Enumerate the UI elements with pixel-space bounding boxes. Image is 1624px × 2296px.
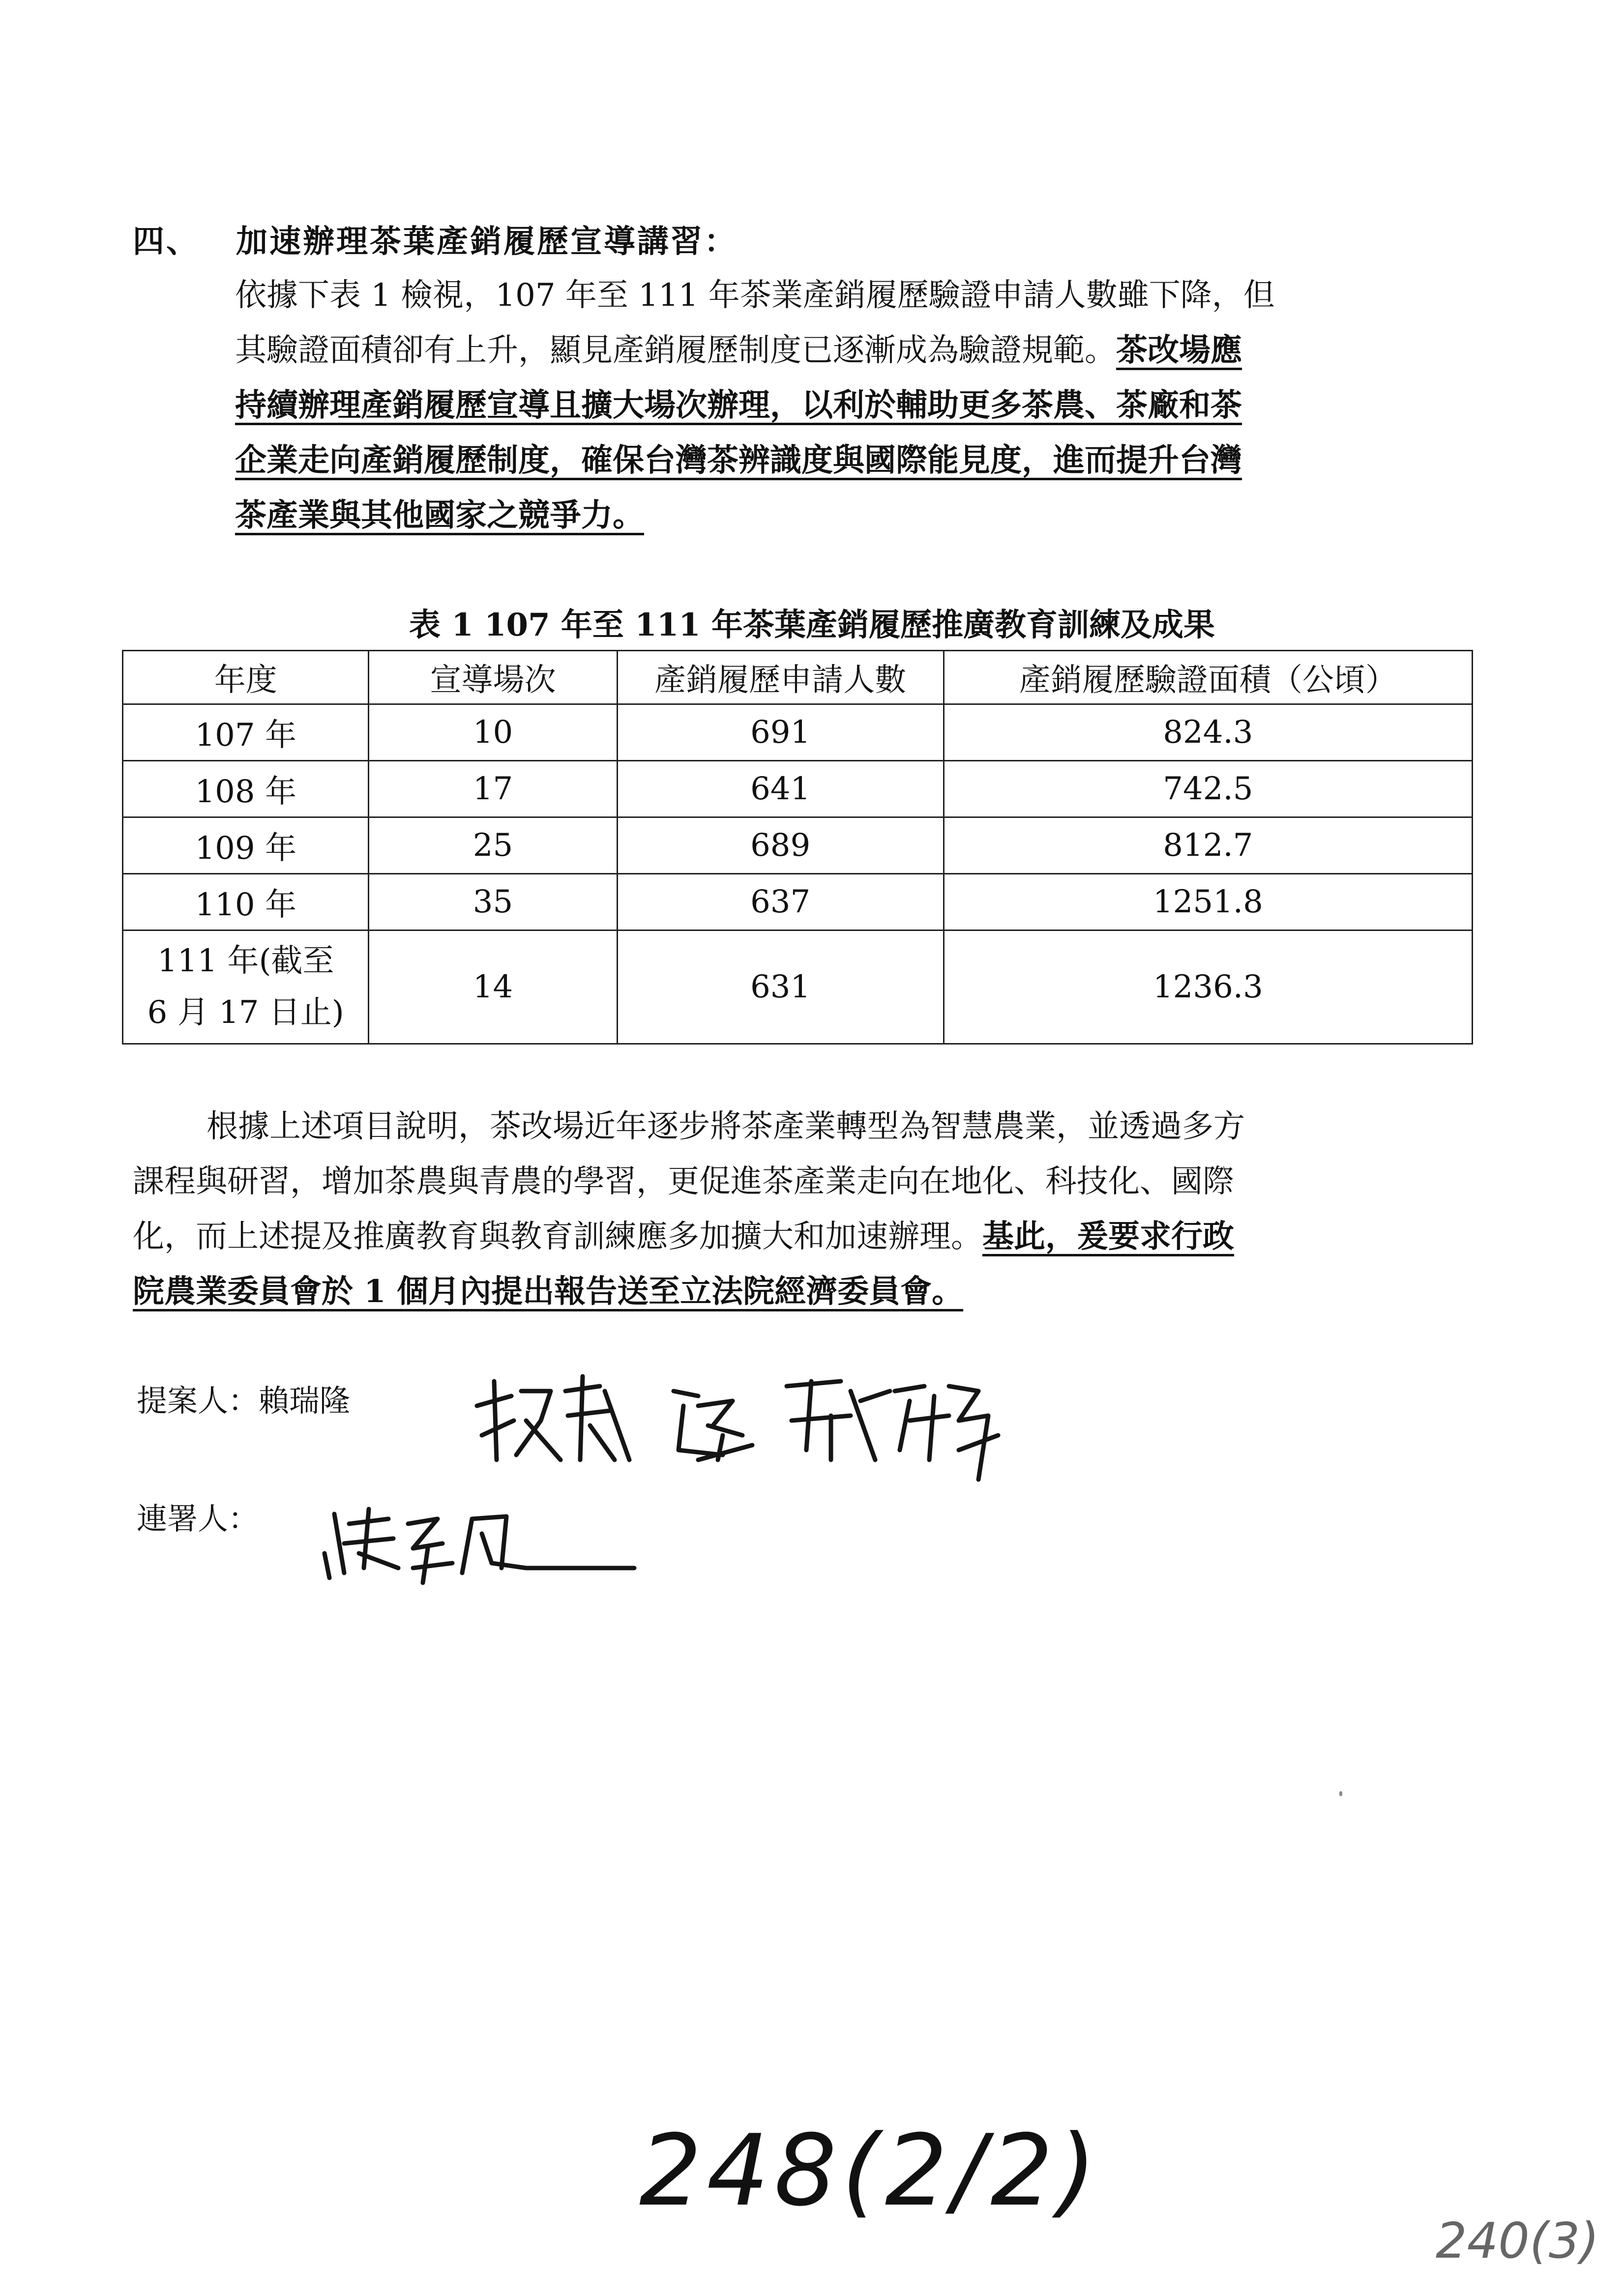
paragraph-1-line: 依據下表 1 檢視，107 年至 111 年茶業產銷履歷驗證申請人數雖下降，但 <box>235 277 1275 314</box>
paragraph-1-emphasis-line <box>235 378 1484 433</box>
cell-year: 107 年 <box>123 704 369 761</box>
paragraph-2-emphasis-line <box>133 1264 1480 1319</box>
paragraph-1-emphasis-line <box>235 433 1484 488</box>
cell-applicants: 689 <box>617 817 944 874</box>
page-number-fraction: 2/2 <box>885 2114 1058 2228</box>
proposer-signature <box>467 1362 1033 1489</box>
cell-year-line: 6 月 17 日止) <box>147 994 344 1031</box>
paragraph-2-line: 課程與研習，增加茶農與青農的學習，更促進茶產業走向在地化、科技化、國際 <box>133 1163 1234 1200</box>
paragraph-2-emphasis: 院農業委員會於 1 個月內提出報告送至立法院經濟委員會。 <box>133 1273 964 1310</box>
paragraph-1-emphasis-line <box>235 488 1484 543</box>
section-number: 四、 <box>133 223 200 260</box>
paragraph-1 <box>235 268 1484 543</box>
header-year: 年度 <box>123 651 369 704</box>
cell-applicants: 641 <box>617 761 944 817</box>
proposer-label: 提案人：賴瑞隆 <box>137 1383 351 1419</box>
section-heading <box>133 216 738 262</box>
cell-area: 742.5 <box>944 761 1472 817</box>
table-row <box>123 704 1473 761</box>
cell-area: 812.7 <box>944 817 1472 874</box>
cell-area: 824.3 <box>944 704 1472 761</box>
section-title: 加速辦理茶葉產銷履歷宣導講習： <box>236 223 738 260</box>
table-header-row <box>123 651 1473 704</box>
cosigner-signature <box>315 1494 639 1593</box>
cell-year: 110 年 <box>123 874 369 930</box>
cell-sessions: 17 <box>369 761 617 817</box>
page-number-close: ) <box>1058 2114 1101 2228</box>
cell-sessions: 14 <box>369 930 617 1044</box>
page-number <box>639 2114 1101 2228</box>
cell-year: 109 年 <box>123 817 369 874</box>
paragraph-1-line <box>235 323 1484 378</box>
paragraph-2 <box>133 1099 1480 1319</box>
paragraph-1-emphasis: 持續辦理產銷履歷宣導且擴大場次辦理，以利於輔助更多茶農、茶廠和茶 <box>235 387 1242 424</box>
table-row <box>123 930 1473 1044</box>
paragraph-2-line: 根據上述項目說明，茶改場近年逐步將茶產業轉型為智慧農業，並透過多方 <box>207 1108 1245 1145</box>
header-applicants: 產銷履歷申請人數 <box>617 651 944 704</box>
cell-sessions: 35 <box>369 874 617 930</box>
cosigner-label: 連署人： <box>137 1501 259 1537</box>
results-table <box>122 650 1473 1045</box>
cell-year: 108 年 <box>123 761 369 817</box>
cell-applicants: 631 <box>617 930 944 1044</box>
cell-area: 1251.8 <box>944 874 1472 930</box>
header-sessions: 宣導場次 <box>369 651 617 704</box>
cell-year <box>123 930 369 1044</box>
table-row <box>123 761 1473 817</box>
cell-applicants: 691 <box>617 704 944 761</box>
cell-applicants: 637 <box>617 874 944 930</box>
header-area: 產銷履歷驗證面積（公頃） <box>944 651 1472 704</box>
paragraph-2-emphasis: 基此，爰要求行政 <box>982 1218 1234 1255</box>
paragraph-1-text: 其驗證面積卻有上升，顯見產銷履歷制度已逐漸成為驗證規範。 <box>235 332 1116 369</box>
paragraph-1-emphasis: 企業走向產銷履歷制度，確保台灣茶辨識度與國際能見度，進而提升台灣 <box>235 442 1242 479</box>
scan-speck <box>1339 1791 1342 1796</box>
table-row <box>123 817 1473 874</box>
paragraph-2-text: 化，而上述提及推廣教育與教育訓練應多加擴大和加速辦理。 <box>133 1219 982 1255</box>
cell-sessions: 25 <box>369 817 617 874</box>
paragraph-2-line <box>133 1209 1480 1264</box>
cell-year-line: 111 年(截至 <box>157 943 334 979</box>
table-caption: 表 1 107 年至 111 年茶葉產銷履歷推廣教育訓練及成果 <box>409 607 1215 643</box>
paragraph-1-emphasis: 茶改場應 <box>1116 332 1242 369</box>
cell-area: 1236.3 <box>944 930 1472 1044</box>
paragraph-1-emphasis: 茶產業與其他國家之競爭力。 <box>235 497 644 534</box>
cell-sessions: 10 <box>369 704 617 761</box>
page-number-main: 248( <box>639 2114 885 2228</box>
stamp-number: 240(3) <box>1436 2212 1599 2269</box>
table-row <box>123 874 1473 930</box>
